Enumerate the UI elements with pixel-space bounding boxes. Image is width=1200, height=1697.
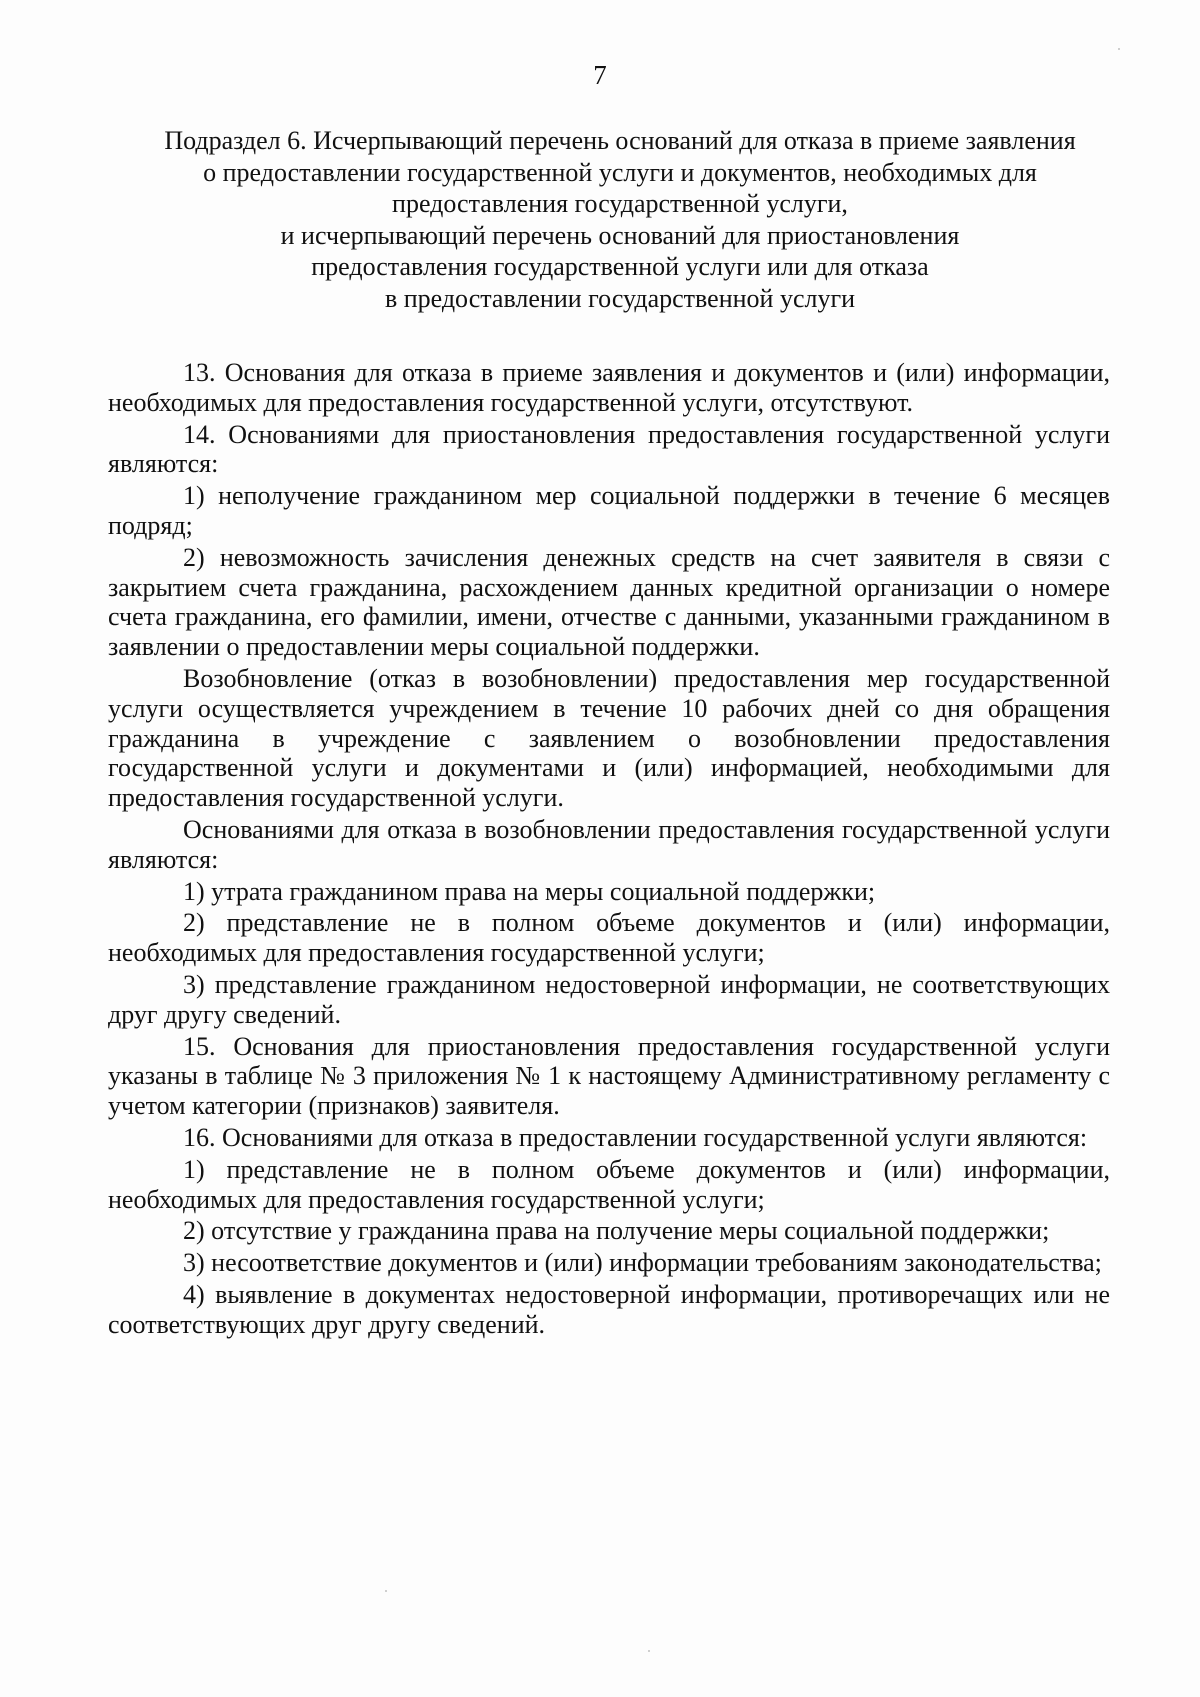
clause-14-item-1: 1) неполучение гражданином мер социальной поддержки в течение 6 месяцев подряд;	[108, 481, 1110, 540]
scan-speck	[1118, 48, 1120, 50]
resumption-refusal-item-2: 2) представление не в полном объеме документов и (или) информации, необходимых для предоставления государственной услуги;	[108, 908, 1110, 968]
scan-speck	[385, 1590, 387, 1592]
resumption-refusal-item-1: 1) утрата гражданином права на меры социальной поддержки;	[183, 876, 876, 906]
resumption-refusal-item-3: 3) представление гражданином недостоверной информации, не соответствующих друг другу сведений.	[108, 969, 1110, 1029]
heading-line: предоставления государственной услуги,	[392, 189, 848, 219]
page-number: 7	[593, 60, 607, 90]
clause-14: 14. Основаниями для приостановления предоставления государственной услуги являются:	[108, 419, 1110, 479]
clause-14-item-2: 2) невозможность зачисления денежных средств на счет заявителя в связи с закрытием счета гражданина, расхождением данных кредитной организации о номере счета гражданина, его фамилии, имени, отчестве с данными, указанными гражданином в заявлении о предоставлении меры социальной поддержки.	[108, 542, 1110, 662]
document-body	[108, 358, 1110, 1340]
clause-16: 16. Основаниями для отказа в предоставлении государственной услуги являются:	[183, 1122, 1088, 1152]
clause-15: 15. Основания для приостановления предоставления государственной услуги указаны в таблице № 3 приложения № 1 к настоящему Административному регламенту с учетом категории (признаков) заявителя.	[108, 1031, 1110, 1121]
heading-line: предоставления государственной услуги или для отказа	[311, 252, 929, 282]
section-heading	[100, 125, 1140, 315]
resumption-paragraph: Возобновление (отказ в возобновлении) предоставления мер государственной услуги осуществляется учреждением в течение 10 рабочих дней со дня обращения гражданина в учреждение с заявлением о возобновлении предоставления государственной услуги и документами и (или) информацией, необходимыми для предоставления государственной услуги.	[108, 663, 1110, 813]
clause-16-item-3: 3) несоответствие документов и (или) информации требованиям законодательства;	[183, 1248, 1102, 1278]
clause-13: 13. Основания для отказа в приеме заявления и документов и (или) информации, необходимых для предоставления государственной услуги, отсутствуют.	[108, 358, 1110, 417]
heading-line: в предоставлении государственной услуги	[384, 283, 856, 313]
clause-16-item-4: 4) выявление в документах недостоверной информации, противоречащих или не соответствующих друг другу сведений.	[108, 1279, 1110, 1339]
scan-speck	[648, 1650, 650, 1652]
clause-16-item-2: 2) отсутствие у гражданина права на получение меры социальной поддержки;	[183, 1216, 1050, 1246]
clause-16-item-1: 1) представление не в полном объеме документов и (или) информации, необходимых для предоставления государственной услуги;	[108, 1154, 1110, 1214]
heading-line: и исчерпывающий перечень оснований для приостановления	[280, 220, 960, 250]
resumption-refusal-grounds: Основаниями для отказа в возобновлении предоставления государственной услуги являются:	[108, 814, 1110, 874]
heading-line: о предоставлении государственной услуги и документов, необходимых для	[203, 157, 1037, 187]
heading-line: Подраздел 6. Исчерпывающий перечень оснований для отказа в приеме заявления	[164, 126, 1076, 155]
